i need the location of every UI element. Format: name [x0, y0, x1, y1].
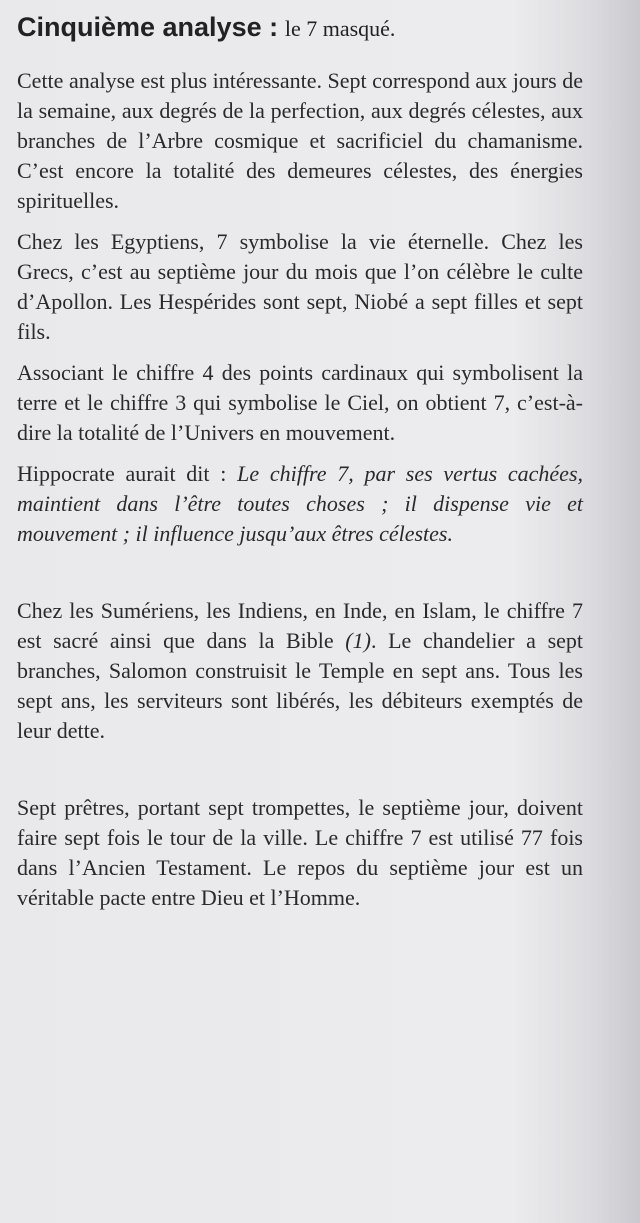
paragraph-cardinal-points: Associant le chiffre 4 des points cardinaux qui symbolisent la terre et le chiffre 3 qui symbolise le Ciel, on obtient 7, c’est-à-dire la totalité de l’Univers en mouvement.: [17, 360, 583, 445]
sacred-text-after: . Le chandelier a sept branches, Salomon construisit le Temple en sept ans. Tous les sept ans, les serviteurs sont libérés, les débiteurs exemptés de leur dette.: [17, 628, 584, 743]
hippocrates-lead: Hippocrate aurait dit :: [17, 461, 227, 486]
hippocrates-quote: Le chiffre 7, par ses vertus cachées, maintient dans l’être toutes choses ; il dispense vie et mouvement ; il influence jusqu’aux êtres célestes.: [17, 461, 584, 546]
section-title: Cinquième analyse :: [17, 12, 279, 42]
section-subtitle: le 7 masqué.: [284, 16, 396, 41]
sacred-text-before: Chez les Sumériens, les Indiens, en Inde, en Islam, le chiffre 7 est sacré ainsi que dans la Bible: [17, 598, 583, 653]
paragraph-meaning: Cette analyse est plus intéressante. Sept correspond aux jours de la semaine, aux degrés de la perfection, aux degrés célestes, aux branches de l’Arbre cosmique et sacrificiel du chamanisme. C’est encore la totalité des demeures célestes, des énergies spirituelles.: [17, 68, 583, 213]
paragraph-hippocrates: [17, 459, 583, 549]
footnote-reference: (1): [345, 628, 371, 653]
book-page: [17, 0, 583, 913]
section-heading: [17, 10, 583, 46]
paragraph-priests-trumpets: Sept prêtres, portant sept trompettes, le septième jour, doivent faire sept fois le tour de la ville. Le chiffre 7 est utilisé 77 fois dans l’Ancien Testament. Le repos du septième jour est un véritable pacte entre Dieu et l’Homme.: [17, 795, 583, 910]
paragraph-egyptians-greeks: Chez les Egyptiens, 7 symbolise la vie éternelle. Chez les Grecs, c’est au septième jour du mois que l’on célèbre le culte d’Apollon. Les Hespérides sont sept, Niobé a sept filles et sept fils.: [17, 229, 583, 344]
paragraph-sacred-seven: [17, 596, 583, 746]
